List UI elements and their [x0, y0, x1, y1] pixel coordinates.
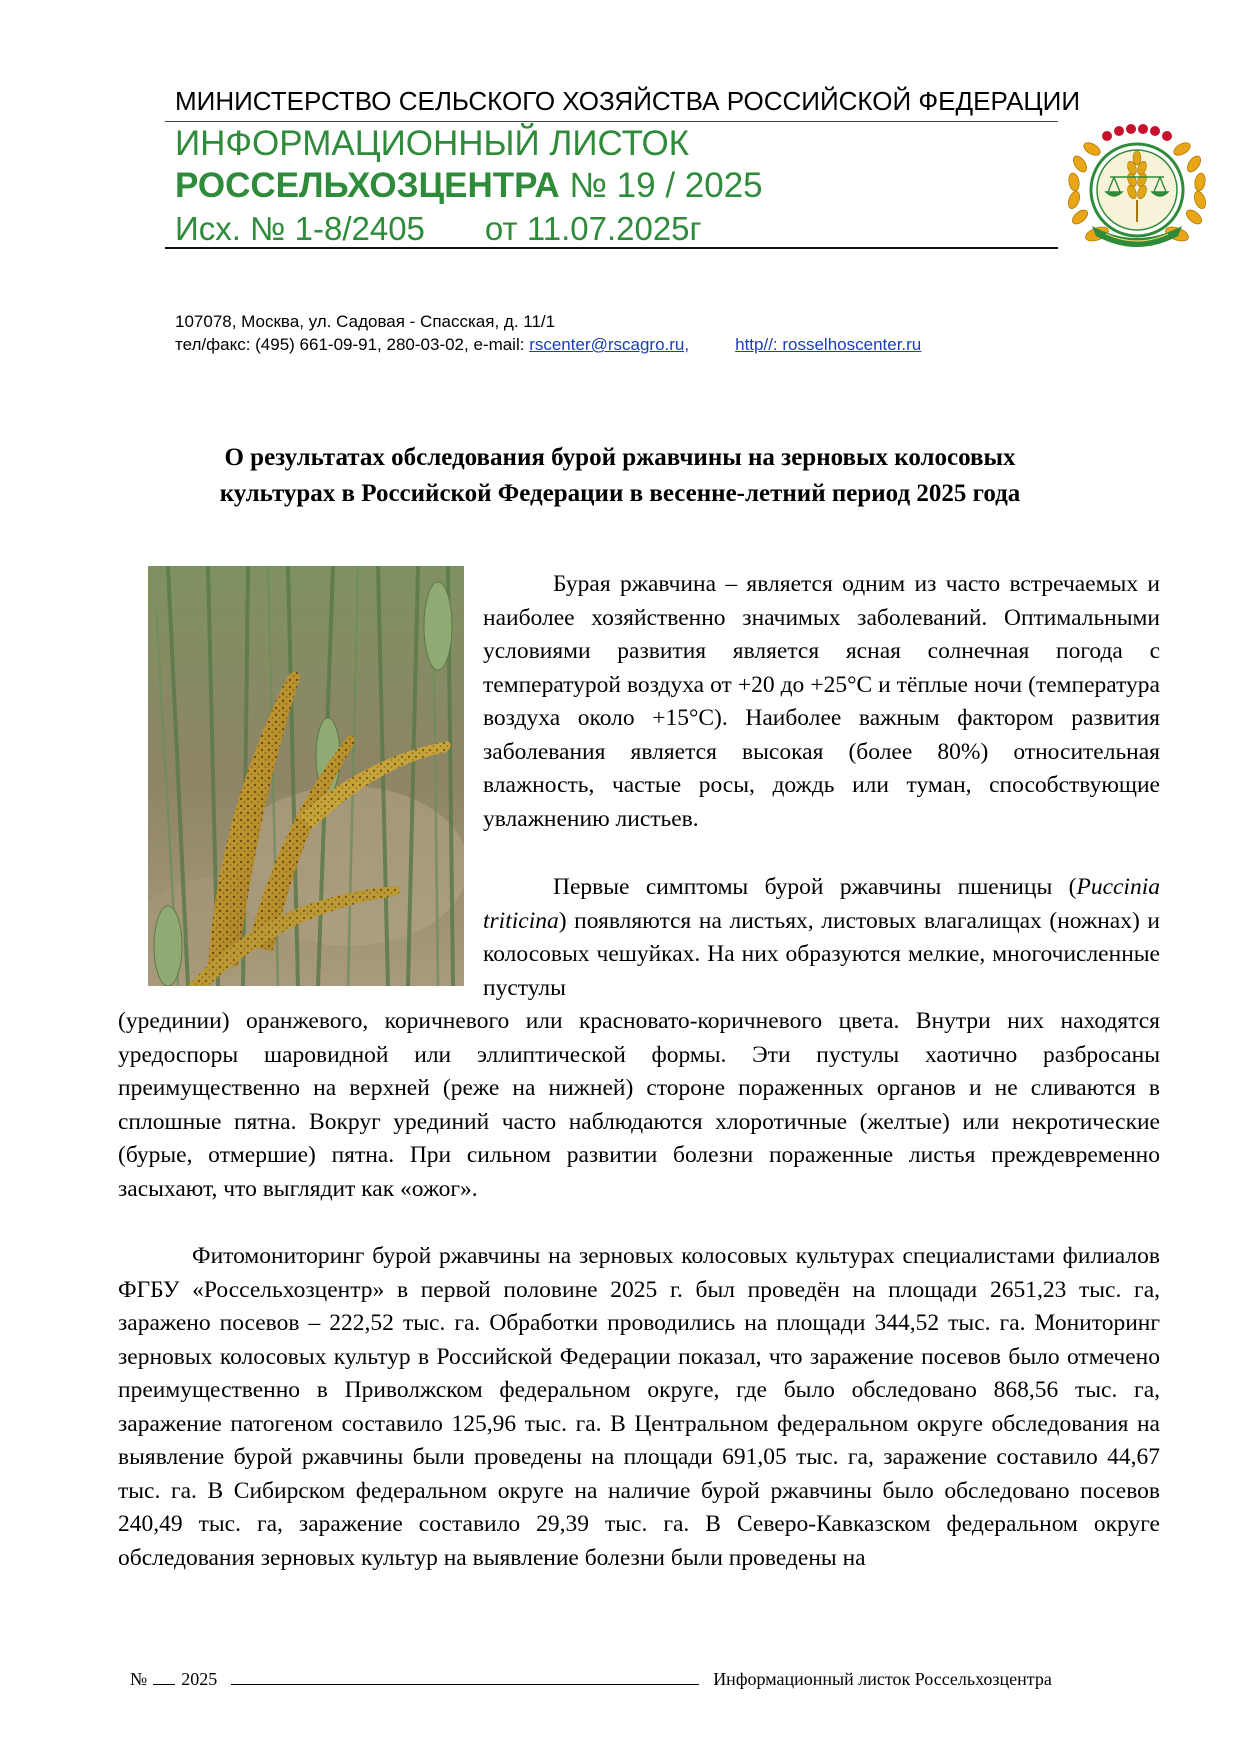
info-sheet-title: ИНФОРМАЦИОННЫЙ ЛИСТОК: [175, 124, 690, 163]
wheat-brown-rust-photo: [148, 566, 464, 986]
document-title-line-1: О результатах обследования бурой ржавчины на зерновых колосовых: [224, 444, 1016, 471]
email-link[interactable]: rscenter@rscagro.ru,: [529, 335, 690, 354]
reference-number: Исх. № 1-8/2405: [175, 210, 425, 247]
header-divider-top: [165, 121, 1058, 122]
issue-number: № 19 / 2025: [569, 166, 763, 205]
reference-line: [175, 209, 702, 249]
postal-address: 107078, Москва, ул. Садовая - Спасская, д. 11/1: [175, 312, 556, 331]
paragraph-phytomonitoring: Фитомониторинг бурой ржавчины на зерновых колосовых культурах специалистами филиалов ФГБУ «Россельхозцентр» в первой половине 2025 г. был проведён на площади 2651,23 тыс. га, заражено посевов – 222,52 тыс. га. Обработки проводились на площади 344,52 тыс. га. Мониторинг зерновых колосовых культур в Российской Федерации показал, что заражение посевов было отмечено преимущественно в Приволжском федеральном округе, где было обследовано 868,56 тыс. га, заражение патогеном составило 125,96 тыс. га. В Центральном федеральном округе обследования на выявление бурой ржавчины были проведены на площади 691,05 тыс. га, заражение составило 44,67 тыс. га. В Сибирском федеральном округе на наличие бурой ржавчины было обследовано посевов 240,49 тыс. га, заражение составило 29,39 тыс. га. В Северо-Кавказском федеральном округе обследования зерновых культур на выявление болезни были проведены на: [118, 1243, 1160, 1571]
document-title-line-2: культурах в Российской Федерации в весенне-летний период 2025 года: [219, 480, 1021, 507]
phone-fax: тел/факс: (495) 661-09-91, 280-03-02, e-mail:: [175, 335, 530, 354]
ministry-name: МИНИСТЕРСТВО СЕЛЬСКОГО ХОЗЯЙСТВА РОССИЙСКОЙ ФЕДЕРАЦИИ: [175, 86, 1081, 116]
paragraph-symptoms-continued: (урединии) оранжевого, коричневого или красновато-коричневого цвета. Внутри них находятся уредоспоры шаровидной или эллиптической формы. Эти пустулы хаотично разбросаны преимущественно на верхней (реже на нижней) стороне пораженных органов и не сливаются в сплошные пятна. Вокруг урединий часто наблюдаются хлоротичные (желтые) или некротические (бурые, отмершие) пятна. При сильном развитии болезни пораженные листья преждевременно засыхают, что выглядит как «ожог».: [118, 1008, 1160, 1202]
symptoms-text-b: ) появляются на листьях, листовых влагалищах (ножнах) и колосовых чешуйках. На них образуются мелкие, многочисленные пустулы: [483, 907, 1160, 1001]
footer-number-label: №: [130, 1669, 148, 1689]
footer-year: 2025: [181, 1669, 218, 1689]
paragraph-symptoms-start: [483, 871, 1160, 1005]
issue-line: [175, 166, 763, 206]
symptoms-text-a: Первые симптомы бурой ржавчины пшеницы (: [553, 874, 1077, 900]
footer-title: Информационный листок Россельхозцентра: [713, 1669, 1052, 1689]
contact-line: [175, 333, 921, 356]
document-title: [120, 440, 1120, 512]
paragraph-rust-conditions: Бурая ржавчина – является одним из часто встречаемых и наиболее хозяйственно значимых заболеваний. Оптимальными условиями развития является ясная солнечная погода с температурой воздуха от +20 до +25°С и тёплые ночи (температура воздуха около +15°С). Наиболее важным фактором развития заболевания является высокая (более 80%) относительная влажность, частые росы, дождь или туман, способствующие увлажнению листьев.: [483, 571, 1160, 832]
org-name: РОССЕЛЬХОЗЦЕНТРА: [175, 166, 560, 205]
reference-date: от 11.07.2025г: [484, 210, 702, 247]
pathogen-latin-name: Puccinia triticina: [483, 874, 1160, 934]
website-link[interactable]: http//: rosselhoscenter.ru: [735, 335, 922, 354]
rosselhozcenter-emblem-logo: [1062, 122, 1212, 257]
footer-number-blank: [153, 1668, 175, 1685]
page-footer: [130, 1668, 1110, 1690]
header-divider-bottom: [165, 247, 1058, 249]
footer-rule: [231, 1668, 699, 1685]
